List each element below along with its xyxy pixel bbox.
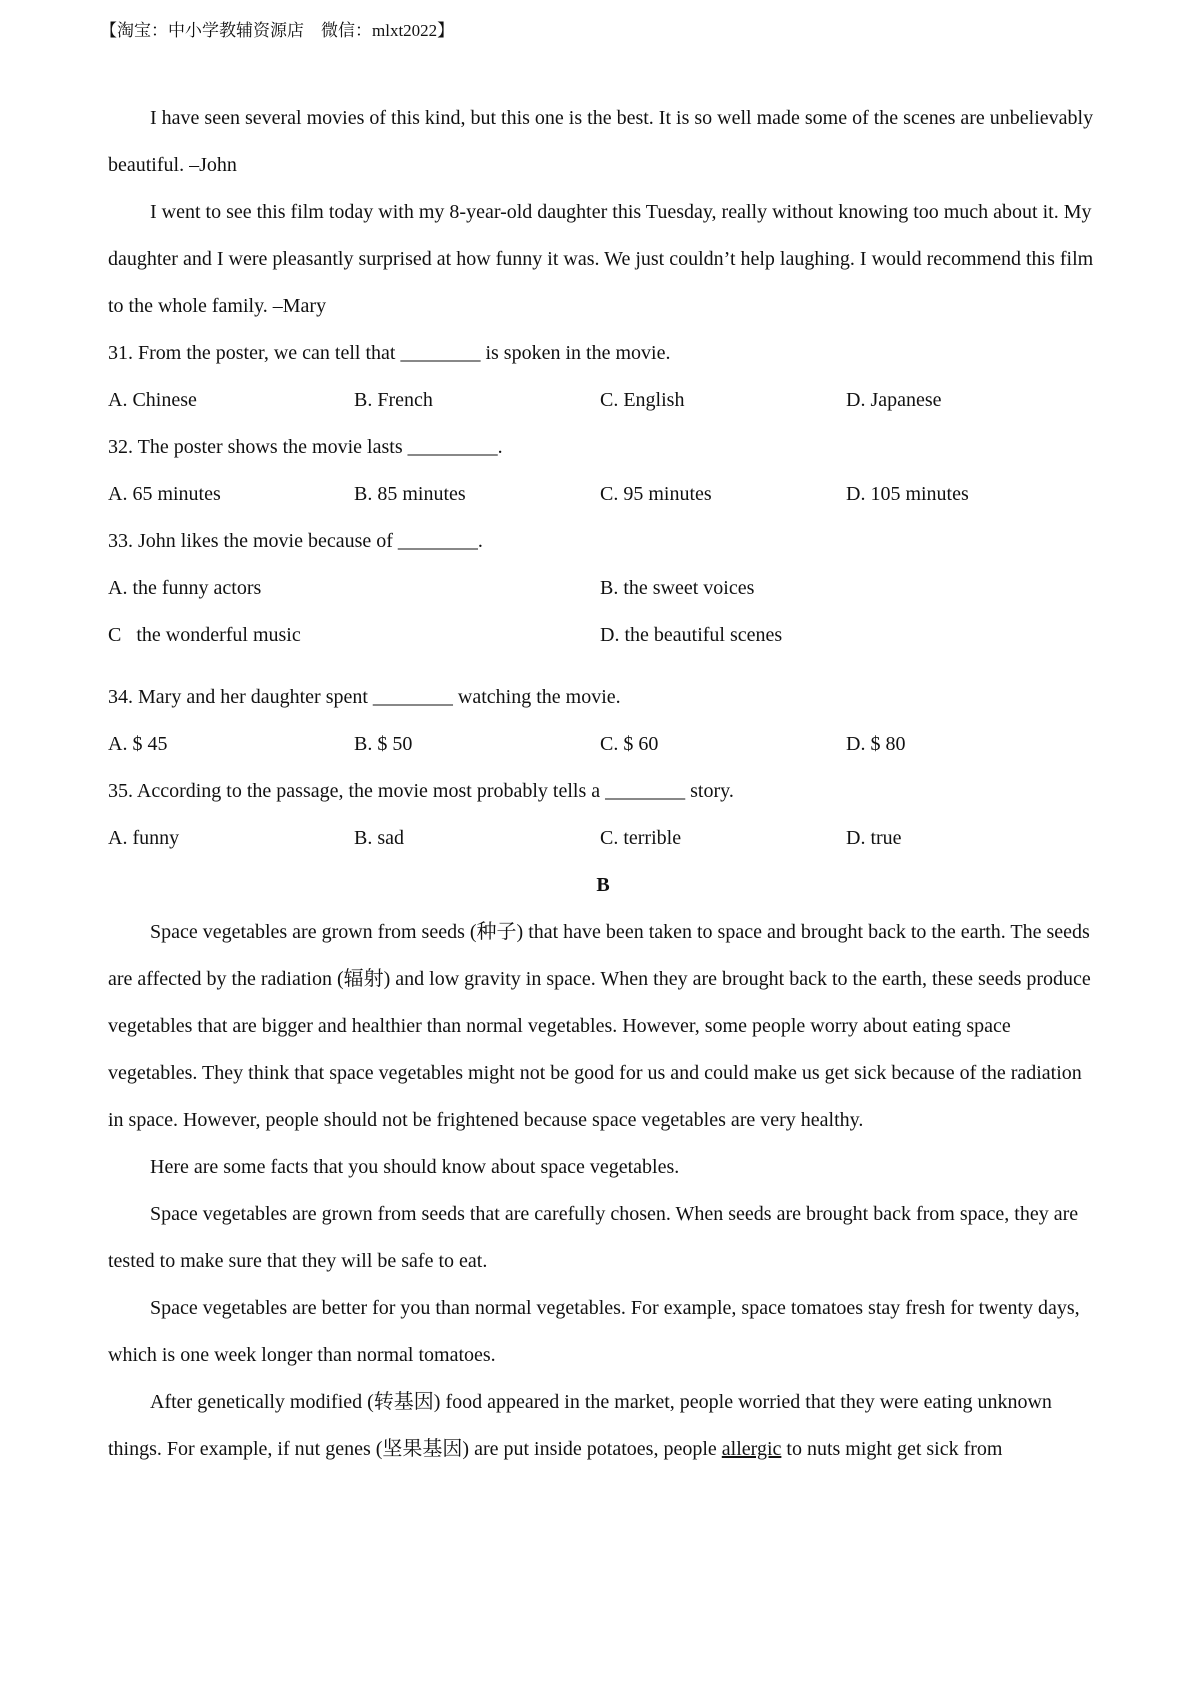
option-b: B. the sweet voices	[600, 577, 755, 599]
question-34-stem: 34. Mary and her daughter spent ________ watching the movie.	[108, 686, 621, 708]
option-a: A. $ 45	[108, 733, 168, 755]
question-31-stem: 31. From the poster, we can tell that ________ is spoken in the movie.	[108, 342, 671, 364]
section-b-paragraph: Here are some facts that you should know about space vegetables.	[150, 1156, 680, 1178]
review-mary: I went to see this film today with my 8-year-old daughter this Tuesday, really without knowing too much about it. My daughter and I were pleasantly surprised at how funny it was. We just couldn’t help laughing. I would recommend this film to the whole family. –Mary	[108, 201, 1094, 317]
document-body	[108, 95, 1098, 1473]
section-b-paragraph: Space vegetables are grown from seeds that are carefully chosen. When seeds are brought back from space, they are tested to make sure that they will be safe to eat.	[108, 1203, 1079, 1272]
paragraph-text: For example, if nut genes (坚果基因) are put inside potatoes, people	[166, 1438, 722, 1460]
question-33-stem: 33. John likes the movie because of ________.	[108, 530, 483, 552]
paragraph-text: After genetically modified (转基因) food appeared in the market, people worried that they were eating unknown things.	[108, 1391, 1052, 1460]
option-c: C the wonderful music	[108, 624, 301, 646]
option-c: C. 95 minutes	[600, 483, 712, 505]
option-d: D. true	[846, 827, 902, 849]
option-b: B. sad	[354, 827, 404, 849]
option-b: B. 85 minutes	[354, 483, 466, 505]
underlined-word: allergic	[721, 1438, 782, 1460]
option-d: D. Japanese	[846, 389, 942, 411]
option-a: A. 65 minutes	[108, 483, 221, 505]
section-b-paragraph: Space vegetables are grown from seeds (种子) that have been taken to space and brought back to the earth. The seeds are affected by the radiation (辐射) and low gravity in space. When they are brought back to the earth, these seeds produce vegetables that are bigger and healthier than normal vegetables. However, some people worry about eating space vegetables. They think that space vegetables might not be good for us and could make us get sick because of the radiation in space. However, people should not be frightened because space vegetables are very healthy.	[108, 921, 1091, 1131]
option-a: A. Chinese	[108, 389, 197, 411]
option-a: A. funny	[108, 827, 180, 849]
question-34-options	[108, 721, 1098, 768]
review-john: I have seen several movies of this kind, but this one is the best. It is so well made some of the scenes are unbelievably beautiful. –John	[108, 107, 1094, 176]
section-b-paragraph: Space vegetables are better for you than normal vegetables. For example, space tomatoes stay fresh for twenty days, which is one week longer than normal tomatoes.	[108, 1297, 1080, 1366]
option-a: A. the funny actors	[108, 577, 262, 599]
question-33-options-row2	[108, 612, 1098, 659]
question-35-options	[108, 815, 1098, 862]
option-b: B. $ 50	[354, 733, 413, 755]
option-d: D. $ 80	[846, 733, 906, 755]
question-32-options	[108, 471, 1098, 518]
page-header: 【淘宝：中小学教辅资源店 微信：mlxt2022】	[100, 21, 455, 40]
option-d: D. 105 minutes	[846, 483, 969, 505]
question-33-options-row1	[108, 565, 1098, 612]
paragraph-text: to nuts might get sick from	[781, 1438, 1003, 1460]
option-b: B. French	[354, 389, 433, 411]
section-b-last-paragraph	[108, 1379, 1098, 1473]
section-b-title: B	[596, 874, 610, 896]
question-32-stem: 32. The poster shows the movie lasts _________.	[108, 436, 503, 458]
option-c: C. terrible	[600, 827, 682, 849]
question-31-options	[108, 377, 1098, 424]
option-c: C. $ 60	[600, 733, 659, 755]
option-d: D. the beautiful scenes	[600, 624, 783, 646]
option-c: C. English	[600, 389, 685, 411]
question-35-stem: 35. According to the passage, the movie most probably tells a ________ story.	[108, 780, 734, 802]
